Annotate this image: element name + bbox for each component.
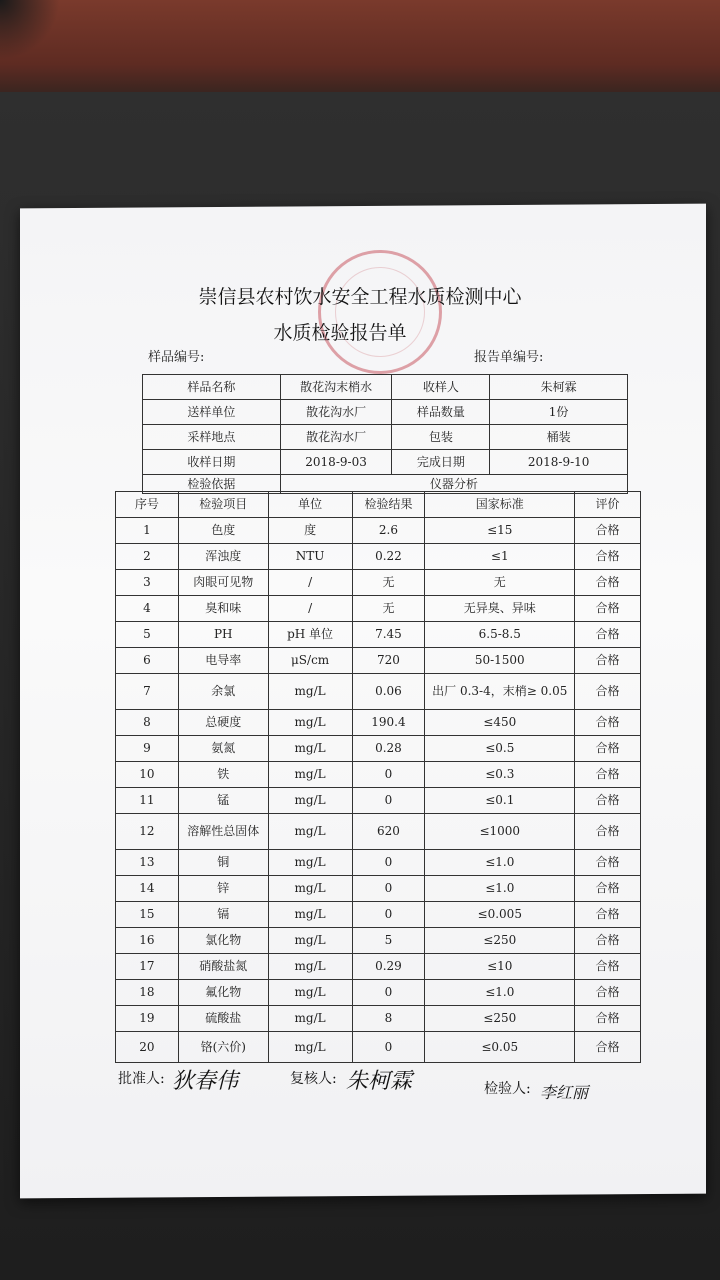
info-row: [143, 425, 628, 450]
test-item: 余氯: [178, 674, 268, 710]
info-label: 包装: [392, 425, 490, 450]
test-result: 0.22: [352, 544, 425, 570]
national-standard: ≤0.005: [425, 902, 575, 928]
info-value: 2018-9-03: [280, 450, 392, 475]
evaluation: 合格: [575, 710, 641, 736]
info-value: 朱柯霖: [490, 375, 628, 400]
approver-label: 批准人:: [118, 1071, 165, 1087]
test-item: 铁: [178, 762, 268, 788]
column-header: 检验结果: [352, 492, 425, 518]
table-row: [116, 1006, 641, 1032]
table-row: [116, 762, 641, 788]
test-result: 0: [352, 980, 425, 1006]
info-value: 散花沟末梢水: [280, 375, 392, 400]
row-number: 3: [116, 570, 179, 596]
row-number: 11: [116, 788, 179, 814]
unit: 度: [268, 518, 352, 544]
national-standard: ≤10: [425, 954, 575, 980]
test-item: 铬(六价): [178, 1032, 268, 1063]
test-item: 浑浊度: [178, 544, 268, 570]
sample-number-label: 样品编号:: [148, 350, 205, 365]
row-number: 1: [116, 518, 179, 544]
national-standard: 出厂 0.3-4，末梢≥ 0.05: [425, 674, 575, 710]
test-result: 无: [352, 570, 425, 596]
evaluation: 合格: [575, 788, 641, 814]
test-item: 硝酸盐氮: [178, 954, 268, 980]
approver-signature: 狄春伟: [172, 1069, 239, 1094]
test-item: 氟化物: [178, 980, 268, 1006]
info-label: 样品名称: [143, 375, 281, 400]
sample-info-table: [142, 374, 628, 494]
unit: /: [268, 596, 352, 622]
evaluation: 合格: [575, 648, 641, 674]
unit: /: [268, 570, 352, 596]
info-label: 检验依据: [143, 475, 281, 494]
evaluation: 合格: [575, 876, 641, 902]
unit: NTU: [268, 544, 352, 570]
test-item: 溶解性总固体: [178, 814, 268, 850]
unit: mg/L: [268, 814, 352, 850]
row-number: 20: [116, 1032, 179, 1063]
test-result: 0.29: [352, 954, 425, 980]
row-number: 16: [116, 928, 179, 954]
table-row: [116, 518, 641, 544]
column-header: 序号: [116, 492, 179, 518]
table-row: [116, 570, 641, 596]
national-standard: ≤1.0: [425, 876, 575, 902]
table-row: [116, 544, 641, 570]
column-header: 检验项目: [178, 492, 268, 518]
info-value: 散花沟水厂: [280, 400, 392, 425]
info-row: [143, 400, 628, 425]
column-header: 单位: [268, 492, 352, 518]
info-label: 完成日期: [392, 450, 490, 475]
national-standard: ≤0.5: [425, 736, 575, 762]
evaluation: 合格: [575, 850, 641, 876]
evaluation: 合格: [575, 736, 641, 762]
test-result: 0: [352, 902, 425, 928]
test-item: 臭和味: [178, 596, 268, 622]
test-item: 锰: [178, 788, 268, 814]
table-row: [116, 814, 641, 850]
unit: mg/L: [268, 1006, 352, 1032]
national-standard: ≤250: [425, 928, 575, 954]
row-number: 19: [116, 1006, 179, 1032]
row-number: 8: [116, 710, 179, 736]
row-number: 4: [116, 596, 179, 622]
row-number: 15: [116, 902, 179, 928]
table-row: [116, 648, 641, 674]
national-standard: ≤1000: [425, 814, 575, 850]
test-result: 7.45: [352, 622, 425, 648]
test-item: 肉眼可见物: [178, 570, 268, 596]
row-number: 13: [116, 850, 179, 876]
info-label: 收样人: [392, 375, 490, 400]
info-value: 2018-9-10: [490, 450, 628, 475]
table-row: [116, 954, 641, 980]
unit: mg/L: [268, 762, 352, 788]
evaluation: 合格: [575, 518, 641, 544]
test-item: 氯化物: [178, 928, 268, 954]
results-table: [115, 491, 641, 1063]
info-label: 样品数量: [392, 400, 490, 425]
evaluation: 合格: [575, 1032, 641, 1063]
evaluation: 合格: [575, 762, 641, 788]
row-number: 18: [116, 980, 179, 1006]
test-result: 8: [352, 1006, 425, 1032]
table-row: [116, 710, 641, 736]
unit: mg/L: [268, 736, 352, 762]
row-number: 17: [116, 954, 179, 980]
table-row: [116, 902, 641, 928]
report-subtitle: 水质检验报告单: [273, 322, 407, 344]
unit: mg/L: [268, 674, 352, 710]
row-number: 10: [116, 762, 179, 788]
unit: μS/cm: [268, 648, 352, 674]
evaluation: 合格: [575, 980, 641, 1006]
evaluation: 合格: [575, 954, 641, 980]
evaluation: 合格: [575, 622, 641, 648]
evaluation: 合格: [575, 596, 641, 622]
report-title: 崇信县农村饮水安全工程水质检测中心: [198, 286, 522, 308]
test-result: 190.4: [352, 710, 425, 736]
evaluation: 合格: [575, 570, 641, 596]
test-item: 总硬度: [178, 710, 268, 736]
info-value: 散花沟水厂: [280, 425, 392, 450]
national-standard: ≤1.0: [425, 850, 575, 876]
reviewer-signature: 朱柯霖: [346, 1069, 413, 1094]
national-standard: 无: [425, 570, 575, 596]
table-row: [116, 850, 641, 876]
unit: mg/L: [268, 902, 352, 928]
unit: mg/L: [268, 876, 352, 902]
table-row: [116, 736, 641, 762]
test-item: 色度: [178, 518, 268, 544]
test-result: 2.6: [352, 518, 425, 544]
test-result: 5: [352, 928, 425, 954]
test-result: 0: [352, 1032, 425, 1063]
test-result: 0: [352, 876, 425, 902]
info-label: 送样单位: [143, 400, 281, 425]
national-standard: ≤450: [425, 710, 575, 736]
column-header: 评价: [575, 492, 641, 518]
official-seal: [318, 250, 442, 374]
evaluation: 合格: [575, 928, 641, 954]
unit: mg/L: [268, 788, 352, 814]
unit: mg/L: [268, 850, 352, 876]
test-result: 0.28: [352, 736, 425, 762]
national-standard: ≤0.1: [425, 788, 575, 814]
unit: mg/L: [268, 1032, 352, 1063]
national-standard: ≤1: [425, 544, 575, 570]
info-value: 仪器分析: [280, 475, 627, 494]
national-standard: ≤15: [425, 518, 575, 544]
table-row: [116, 674, 641, 710]
test-item: 氨氮: [178, 736, 268, 762]
info-label: 采样地点: [143, 425, 281, 450]
unit: mg/L: [268, 928, 352, 954]
unit: pH 单位: [268, 622, 352, 648]
unit: mg/L: [268, 954, 352, 980]
test-result: 0: [352, 762, 425, 788]
test-result: 0.06: [352, 674, 425, 710]
evaluation: 合格: [575, 902, 641, 928]
info-row: [143, 450, 628, 475]
row-number: 9: [116, 736, 179, 762]
table-row: [116, 788, 641, 814]
row-number: 5: [116, 622, 179, 648]
info-value: 1份: [490, 400, 628, 425]
table-row: [116, 1032, 641, 1063]
test-result: 0: [352, 850, 425, 876]
national-standard: ≤0.3: [425, 762, 575, 788]
test-result: 720: [352, 648, 425, 674]
test-item: 锌: [178, 876, 268, 902]
table-row: [116, 622, 641, 648]
table-row: [116, 980, 641, 1006]
info-value: 桶装: [490, 425, 628, 450]
test-item: 铜: [178, 850, 268, 876]
evaluation: 合格: [575, 1006, 641, 1032]
table-row: [116, 596, 641, 622]
row-number: 2: [116, 544, 179, 570]
inspector-label: 检验人:: [484, 1081, 531, 1097]
row-number: 7: [116, 674, 179, 710]
test-result: 无: [352, 596, 425, 622]
info-label: 收样日期: [143, 450, 281, 475]
national-standard: 6.5-8.5: [425, 622, 575, 648]
unit: mg/L: [268, 980, 352, 1006]
row-number: 6: [116, 648, 179, 674]
table-row: [116, 876, 641, 902]
column-header: 国家标准: [425, 492, 575, 518]
test-item: PH: [178, 622, 268, 648]
test-item: 硫酸盐: [178, 1006, 268, 1032]
table-row: [116, 928, 641, 954]
test-result: 620: [352, 814, 425, 850]
inspector-signature: 李红丽: [540, 1083, 589, 1102]
table-header-row: [116, 492, 641, 518]
national-standard: 无异臭、异味: [425, 596, 575, 622]
national-standard: ≤0.05: [425, 1032, 575, 1063]
report-number-label: 报告单编号:: [474, 350, 544, 365]
background-wall: [0, 0, 720, 92]
test-item: 镉: [178, 902, 268, 928]
evaluation: 合格: [575, 674, 641, 710]
unit: mg/L: [268, 710, 352, 736]
reviewer-label: 复核人:: [290, 1071, 337, 1087]
national-standard: 50-1500: [425, 648, 575, 674]
row-number: 14: [116, 876, 179, 902]
info-row: [143, 375, 628, 400]
national-standard: ≤250: [425, 1006, 575, 1032]
test-result: 0: [352, 788, 425, 814]
national-standard: ≤1.0: [425, 980, 575, 1006]
evaluation: 合格: [575, 544, 641, 570]
test-item: 电导率: [178, 648, 268, 674]
row-number: 12: [116, 814, 179, 850]
evaluation: 合格: [575, 814, 641, 850]
